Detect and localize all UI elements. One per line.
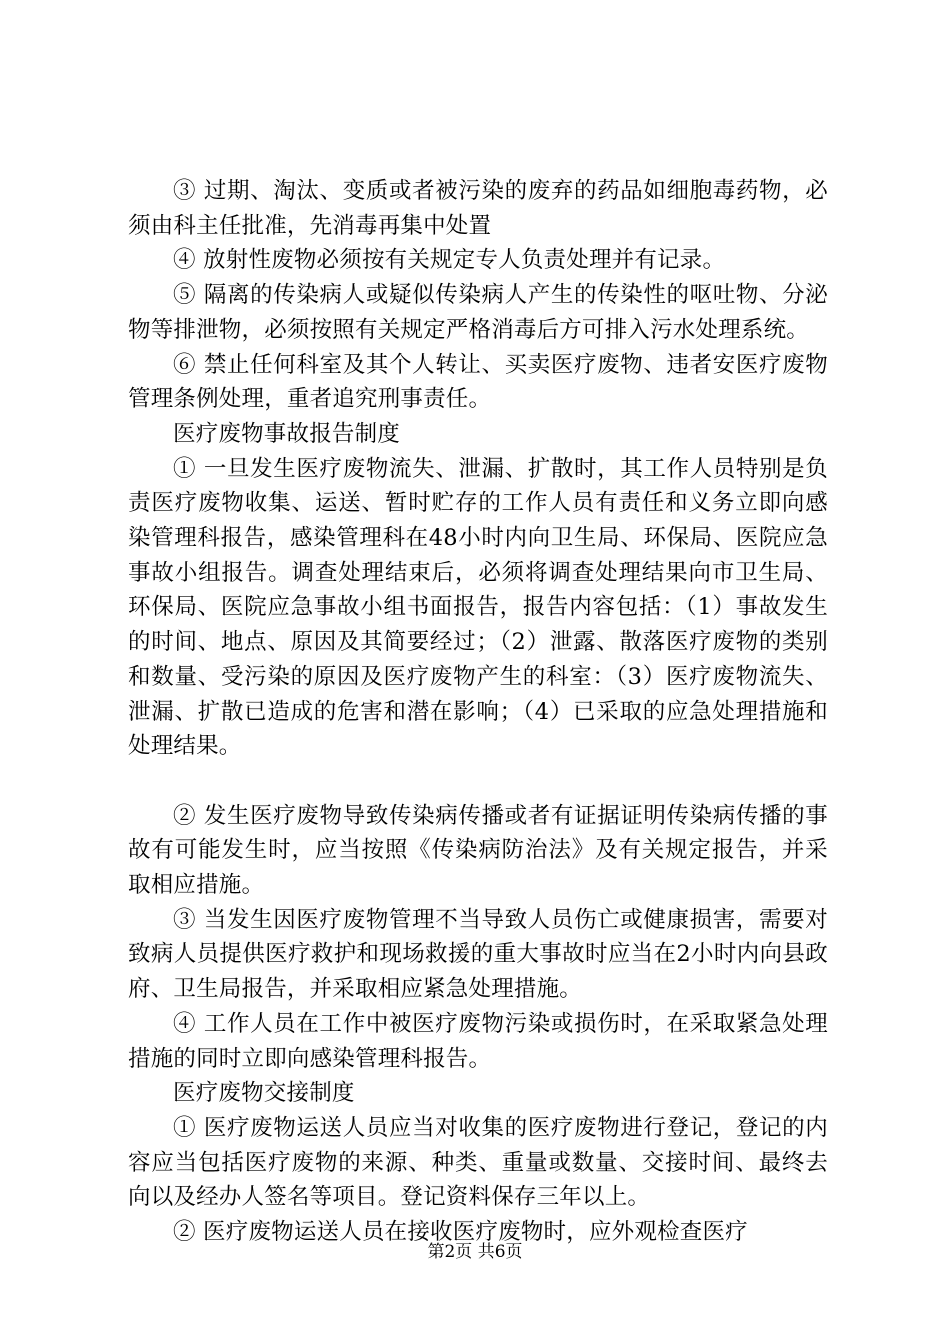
paragraph-staff-injury: ④ 工作人员在工作中被医疗废物污染或损伤时，在采取紧急处理措施的同时立即向感染管理科报告。 <box>128 1010 828 1072</box>
paragraph-handover-registration: ① 医疗废物运送人员应当对收集的医疗废物进行登记，登记的内容应当包括医疗废物的来源、种类、重量或数量、交接时间、最终去向以及经办人签名等项目。登记资料保存三年以上。 <box>128 1114 828 1211</box>
paragraph-accident-reporting: ① 一旦发生医疗废物流失、泄漏、扩散时，其工作人员特别是负责医疗废物收集、运送、暂时贮存的工作人员有责任和义务立即向感染管理科报告，感染管理科在48小时内向卫生局、环保局、医院应急事故小组报告。调查处理结束后，必须将调查处理结果向市卫生局、环保局、医院应急事故小组书面报告，报告内容包括：（1）事故发生的时间、地点、原因及其简要经过；（2）泄露、散落医疗废物的类别和数量、受污染的原因及医疗废物产生的科室：（3）医疗废物流失、泄漏、扩散已造成的危害和潜在影响；（4）已采取的应急处理措施和处理结果。 <box>128 455 828 760</box>
paragraph-trading-prohibited: ⑥ 禁止任何科室及其个人转让、买卖医疗废物、违者安医疗废物管理条例处理，重者追究刑事责任。 <box>128 351 828 413</box>
paragraph-expired-drugs: ③ 过期、淘汰、变质或者被污染的废弃的药品如细胞毒药物，必须由科主任批准，先消毒再集中处置 <box>128 178 828 239</box>
page-number-footer: 第2页 共6页 <box>427 1242 523 1262</box>
paragraph-disease-transmission: ② 发生医疗废物导致传染病传播或者有证据证明传染病传播的事故有可能发生时，应当按照《传染病防治法》及有关规定报告，并采取相应措施。 <box>128 802 828 899</box>
section-heading-handover: 医疗废物交接制度 <box>173 1080 355 1107</box>
paragraph-infectious-excreta: ⑤ 隔离的传染病人或疑似传染病人产生的传染性的呕吐物、分泌物等排泄物，必须按照有关规定严格消毒后方可排入污水处理系统。 <box>128 282 828 343</box>
document-body <box>128 174 828 1250</box>
paragraph-major-accident: ③ 当发生因医疗废物管理不当导致人员伤亡或健康损害，需要对致病人员提供医疗救护和现场救援的重大事故时应当在2小时内向县政府、卫生局报告，并采取相应紧急处理措施。 <box>128 906 828 1003</box>
paragraph-radioactive-waste: ④ 放射性废物必须按有关规定专人负责处理并有记录。 <box>173 247 726 274</box>
section-heading-accident-report: 医疗废物事故报告制度 <box>173 420 401 447</box>
paragraph-handover-inspection: ② 医疗废物运送人员在接收医疗废物时，应外观检查医疗 <box>173 1219 748 1246</box>
